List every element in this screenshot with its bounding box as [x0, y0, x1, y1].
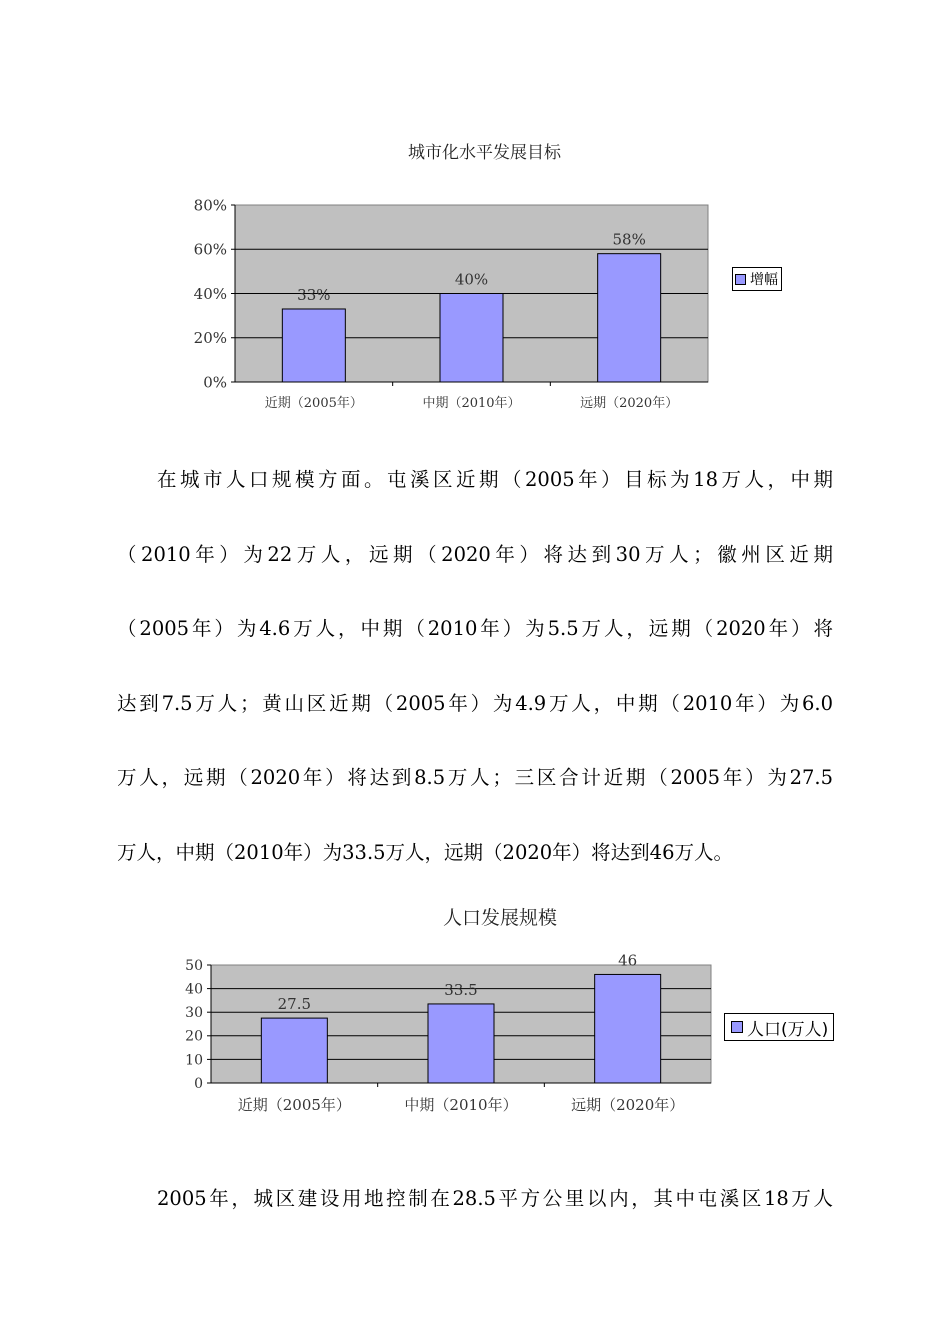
data-label: 46	[618, 951, 638, 970]
y-tick-label: 80%	[193, 196, 227, 215]
x-category-label: 远期（2020年）	[580, 396, 679, 411]
bar	[440, 294, 503, 383]
y-tick-label: 20	[185, 1028, 203, 1045]
population-chart	[170, 951, 720, 1130]
text-line: 万人，中期（2010年）为33.5万人，远期（2020年）将达到46万人。	[117, 840, 733, 864]
data-label: 27.5	[277, 995, 312, 1014]
text-line: （2010年）为22万人，远期（2020年）将达到30万人；徽州区近期	[117, 542, 833, 566]
population-paragraph	[117, 443, 833, 890]
y-tick-label: 40%	[193, 284, 227, 303]
bar	[598, 254, 661, 382]
y-tick-label: 30	[185, 1005, 203, 1022]
y-tick-label: 50	[185, 957, 203, 974]
data-label: 33%	[297, 285, 331, 304]
y-tick-label: 20%	[193, 329, 227, 347]
bar	[282, 309, 345, 382]
chart1-title: 城市化水平发展目标	[408, 143, 561, 163]
data-label: 58%	[612, 230, 646, 249]
land-use-paragraph	[117, 1162, 833, 1237]
x-category-label: 中期（2010年）	[404, 1096, 518, 1114]
chart1-legend	[732, 267, 782, 291]
urbanization-chart-svg	[180, 195, 720, 425]
urbanization-chart	[180, 195, 720, 425]
y-tick-label: 60%	[193, 240, 227, 259]
bar	[428, 1004, 494, 1083]
legend-label: 人口(万人)	[747, 1019, 829, 1040]
bar	[261, 1018, 327, 1083]
x-category-label: 远期（2020年）	[571, 1096, 685, 1114]
chart2-title: 人口发展规模	[443, 907, 558, 929]
text-line: 万人，远期（2020年）将达到8.5万人；三区合计近期（2005年）为27.5	[117, 766, 833, 789]
y-tick-label: 10	[185, 1052, 203, 1069]
x-category-label: 中期（2010年）	[422, 396, 521, 411]
bar	[595, 974, 661, 1083]
legend-label: 增幅	[750, 272, 778, 288]
legend-swatch	[735, 274, 746, 285]
chart2-legend	[724, 1013, 834, 1041]
data-label: 40%	[454, 270, 489, 289]
y-tick-label: 40	[185, 981, 203, 998]
y-tick-label: 0	[194, 1075, 203, 1092]
text-line: 2005年，城区建设用地控制在28.5平方公里以内，其中屯溪区18万人	[157, 1187, 833, 1210]
population-chart-svg	[170, 951, 720, 1130]
text-line: 在城市人口规模方面。屯溪区近期（2005年）目标为18万人，中期	[157, 468, 833, 491]
text-line: 达到7.5万人；黄山区近期（2005年）为4.9万人，中期（2010年）为6.0	[117, 691, 833, 715]
legend-swatch	[731, 1021, 743, 1033]
text-line: （2005年）为4.6万人，中期（2010年）为5.5万人，远期（2020年）将	[117, 617, 833, 640]
x-category-label: 近期（2005年）	[237, 1096, 351, 1114]
y-tick-label: 0%	[203, 373, 227, 392]
x-category-label: 近期（2005年）	[264, 396, 363, 411]
data-label: 33.5	[444, 980, 478, 999]
